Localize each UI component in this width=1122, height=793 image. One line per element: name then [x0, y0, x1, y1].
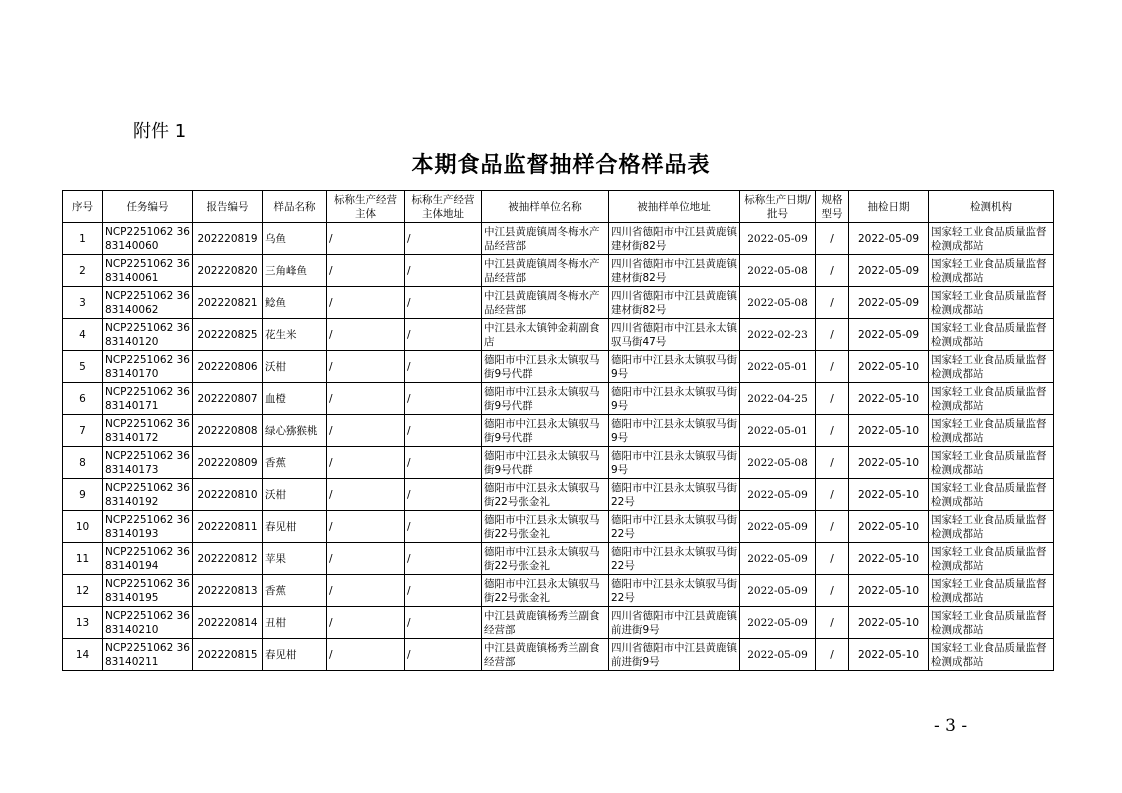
production-date: 2022-02-23: [740, 319, 816, 351]
task-number: NCP2251062 3683140195: [103, 575, 193, 607]
report-number: 202220813: [193, 575, 263, 607]
report-number: 202220815: [193, 639, 263, 671]
spec-model: /: [816, 511, 849, 543]
row-number: 8: [63, 447, 103, 479]
sampled-unit-address: 德阳市中江县永太镇驭马街9号: [609, 447, 740, 479]
table-row: [63, 479, 1054, 511]
sampled-unit-name: 中江县黄鹿镇杨秀兰副食经营部: [482, 639, 609, 671]
table-row: [63, 255, 1054, 287]
production-date: 2022-05-08: [740, 447, 816, 479]
inspection-date: 2022-05-10: [849, 607, 929, 639]
sample-name: 沃柑: [263, 351, 327, 383]
task-number: NCP2251062 3683140193: [103, 511, 193, 543]
row-number: 7: [63, 415, 103, 447]
spec-model: /: [816, 479, 849, 511]
attachment-label: 附件 1: [133, 121, 187, 142]
producer-address: /: [405, 447, 482, 479]
report-number: 202220820: [193, 255, 263, 287]
spec-model: /: [816, 607, 849, 639]
inspection-date: 2022-05-10: [849, 511, 929, 543]
table-row: [63, 607, 1054, 639]
column-header: 报告编号: [193, 191, 263, 223]
sample-name: 鲶鱼: [263, 287, 327, 319]
page-title: 本期食品监督抽样合格样品表: [411, 152, 711, 178]
task-number: NCP2251062 3683140171: [103, 383, 193, 415]
producer-address: /: [405, 543, 482, 575]
column-header: 被抽样单位名称: [482, 191, 609, 223]
column-header: 标称生产经营主体地址: [405, 191, 482, 223]
producer-name: /: [327, 415, 405, 447]
spec-model: /: [816, 287, 849, 319]
production-date: 2022-05-01: [740, 415, 816, 447]
table-header-row: [63, 191, 1054, 223]
sampled-unit-address: 四川省德阳市中江县黄鹿镇建材街82号: [609, 255, 740, 287]
inspection-date: 2022-05-09: [849, 255, 929, 287]
spec-model: /: [816, 415, 849, 447]
sampled-unit-address: 德阳市中江县永太镇驭马街9号: [609, 415, 740, 447]
inspection-date: 2022-05-10: [849, 383, 929, 415]
table-row: [63, 415, 1054, 447]
row-number: 4: [63, 319, 103, 351]
testing-lab: 国家轻工业食品质量监督检测成都站: [929, 447, 1054, 479]
task-number: NCP2251062 3683140211: [103, 639, 193, 671]
sampled-unit-name: 德阳市中江县永太镇驭马街9号代群: [482, 383, 609, 415]
sample-name: 春见柑: [263, 639, 327, 671]
row-number: 14: [63, 639, 103, 671]
inspection-date: 2022-05-10: [849, 543, 929, 575]
row-number: 10: [63, 511, 103, 543]
producer-address: /: [405, 319, 482, 351]
producer-address: /: [405, 607, 482, 639]
testing-lab: 国家轻工业食品质量监督检测成都站: [929, 607, 1054, 639]
table-row: [63, 319, 1054, 351]
production-date: 2022-04-25: [740, 383, 816, 415]
production-date: 2022-05-09: [740, 223, 816, 255]
sampled-unit-address: 德阳市中江县永太镇驭马街22号: [609, 575, 740, 607]
table-row: [63, 287, 1054, 319]
producer-address: /: [405, 479, 482, 511]
task-number: NCP2251062 3683140192: [103, 479, 193, 511]
producer-address: /: [405, 415, 482, 447]
testing-lab: 国家轻工业食品质量监督检测成都站: [929, 287, 1054, 319]
spec-model: /: [816, 447, 849, 479]
testing-lab: 国家轻工业食品质量监督检测成都站: [929, 575, 1054, 607]
production-date: 2022-05-09: [740, 479, 816, 511]
production-date: 2022-05-09: [740, 543, 816, 575]
testing-lab: 国家轻工业食品质量监督检测成都站: [929, 255, 1054, 287]
report-number: 202220814: [193, 607, 263, 639]
producer-address: /: [405, 223, 482, 255]
producer-name: /: [327, 319, 405, 351]
producer-name: /: [327, 287, 405, 319]
sampled-unit-address: 德阳市中江县永太镇驭马街22号: [609, 479, 740, 511]
production-date: 2022-05-09: [740, 511, 816, 543]
task-number: NCP2251062 3683140120: [103, 319, 193, 351]
row-number: 12: [63, 575, 103, 607]
testing-lab: 国家轻工业食品质量监督检测成都站: [929, 543, 1054, 575]
sample-name: 苹果: [263, 543, 327, 575]
sampled-unit-address: 四川省德阳市中江县永太镇驭马街47号: [609, 319, 740, 351]
producer-address: /: [405, 383, 482, 415]
producer-address: /: [405, 255, 482, 287]
inspection-date: 2022-05-10: [849, 639, 929, 671]
sample-name: 血橙: [263, 383, 327, 415]
testing-lab: 国家轻工业食品质量监督检测成都站: [929, 351, 1054, 383]
task-number: NCP2251062 3683140061: [103, 255, 193, 287]
production-date: 2022-05-08: [740, 255, 816, 287]
task-number: NCP2251062 3683140194: [103, 543, 193, 575]
sampled-unit-name: 中江县黄鹿镇周冬梅水产品经营部: [482, 287, 609, 319]
sample-name: 香蕉: [263, 447, 327, 479]
inspection-date: 2022-05-10: [849, 479, 929, 511]
table-row: [63, 351, 1054, 383]
spec-model: /: [816, 223, 849, 255]
report-number: 202220812: [193, 543, 263, 575]
producer-address: /: [405, 639, 482, 671]
report-number: 202220825: [193, 319, 263, 351]
inspection-date: 2022-05-10: [849, 447, 929, 479]
task-number: NCP2251062 3683140172: [103, 415, 193, 447]
column-header: 样品名称: [263, 191, 327, 223]
report-number: 202220810: [193, 479, 263, 511]
report-number: 202220808: [193, 415, 263, 447]
testing-lab: 国家轻工业食品质量监督检测成都站: [929, 223, 1054, 255]
sampled-unit-address: 德阳市中江县永太镇驭马街9号: [609, 383, 740, 415]
column-header: 规格型号: [816, 191, 849, 223]
page-number: - 3 -: [934, 716, 968, 736]
table-row: [63, 511, 1054, 543]
inspection-date: 2022-05-10: [849, 575, 929, 607]
production-date: 2022-05-01: [740, 351, 816, 383]
producer-name: /: [327, 607, 405, 639]
table-row: [63, 447, 1054, 479]
spec-model: /: [816, 383, 849, 415]
sampled-unit-name: 德阳市中江县永太镇驭马街9号代群: [482, 351, 609, 383]
sample-name: 三角峰鱼: [263, 255, 327, 287]
table-row: [63, 543, 1054, 575]
report-number: 202220809: [193, 447, 263, 479]
column-header: 序号: [63, 191, 103, 223]
sampled-unit-name: 中江县黄鹿镇周冬梅水产品经营部: [482, 255, 609, 287]
producer-address: /: [405, 351, 482, 383]
task-number: NCP2251062 3683140062: [103, 287, 193, 319]
producer-name: /: [327, 223, 405, 255]
row-number: 13: [63, 607, 103, 639]
sample-name: 香蕉: [263, 575, 327, 607]
sampled-unit-name: 德阳市中江县永太镇驭马街22号张金礼: [482, 511, 609, 543]
sample-name: 丑柑: [263, 607, 327, 639]
task-number: NCP2251062 3683140210: [103, 607, 193, 639]
testing-lab: 国家轻工业食品质量监督检测成都站: [929, 511, 1054, 543]
sampled-unit-address: 德阳市中江县永太镇驭马街9号: [609, 351, 740, 383]
spec-model: /: [816, 255, 849, 287]
task-number: NCP2251062 3683140170: [103, 351, 193, 383]
row-number: 5: [63, 351, 103, 383]
producer-name: /: [327, 575, 405, 607]
sampled-unit-name: 德阳市中江县永太镇驭马街22号张金礼: [482, 575, 609, 607]
spec-model: /: [816, 319, 849, 351]
column-header: 任务编号: [103, 191, 193, 223]
row-number: 6: [63, 383, 103, 415]
inspection-date: 2022-05-09: [849, 287, 929, 319]
testing-lab: 国家轻工业食品质量监督检测成都站: [929, 383, 1054, 415]
row-number: 3: [63, 287, 103, 319]
report-number: 202220819: [193, 223, 263, 255]
inspection-date: 2022-05-09: [849, 319, 929, 351]
report-number: 202220806: [193, 351, 263, 383]
producer-name: /: [327, 383, 405, 415]
inspection-date: 2022-05-10: [849, 415, 929, 447]
column-header: 检测机构: [929, 191, 1054, 223]
column-header: 被抽样单位地址: [609, 191, 740, 223]
sampled-unit-name: 德阳市中江县永太镇驭马街22号张金礼: [482, 479, 609, 511]
producer-name: /: [327, 543, 405, 575]
table-row: [63, 639, 1054, 671]
sample-name: 乌鱼: [263, 223, 327, 255]
spec-model: /: [816, 351, 849, 383]
testing-lab: 国家轻工业食品质量监督检测成都站: [929, 415, 1054, 447]
report-number: 202220807: [193, 383, 263, 415]
task-number: NCP2251062 3683140173: [103, 447, 193, 479]
testing-lab: 国家轻工业食品质量监督检测成都站: [929, 319, 1054, 351]
task-number: NCP2251062 3683140060: [103, 223, 193, 255]
producer-name: /: [327, 447, 405, 479]
sampled-unit-address: 德阳市中江县永太镇驭马街22号: [609, 511, 740, 543]
row-number: 9: [63, 479, 103, 511]
production-date: 2022-05-09: [740, 575, 816, 607]
column-header: 标称生产日期/批号: [740, 191, 816, 223]
spec-model: /: [816, 639, 849, 671]
producer-name: /: [327, 351, 405, 383]
sampled-unit-address: 四川省德阳市中江县黄鹿镇前进街9号: [609, 607, 740, 639]
producer-address: /: [405, 287, 482, 319]
report-number: 202220811: [193, 511, 263, 543]
sampled-unit-name: 中江县永太镇钟金莉副食店: [482, 319, 609, 351]
sample-name: 沃柑: [263, 479, 327, 511]
sample-name: 春见柑: [263, 511, 327, 543]
sampled-unit-name: 中江县黄鹿镇周冬梅水产品经营部: [482, 223, 609, 255]
production-date: 2022-05-08: [740, 287, 816, 319]
table-row: [63, 383, 1054, 415]
testing-lab: 国家轻工业食品质量监督检测成都站: [929, 639, 1054, 671]
production-date: 2022-05-09: [740, 639, 816, 671]
row-number: 11: [63, 543, 103, 575]
table-row: [63, 223, 1054, 255]
sample-name: 花生米: [263, 319, 327, 351]
row-number: 1: [63, 223, 103, 255]
testing-lab: 国家轻工业食品质量监督检测成都站: [929, 479, 1054, 511]
sampled-unit-address: 德阳市中江县永太镇驭马街22号: [609, 543, 740, 575]
sampled-unit-name: 德阳市中江县永太镇驭马街9号代群: [482, 447, 609, 479]
sampled-unit-address: 四川省德阳市中江县黄鹿镇建材街82号: [609, 287, 740, 319]
producer-address: /: [405, 511, 482, 543]
sampled-unit-name: 德阳市中江县永太镇驭马街22号张金礼: [482, 543, 609, 575]
producer-name: /: [327, 479, 405, 511]
sampled-unit-name: 德阳市中江县永太镇驭马街9号代群: [482, 415, 609, 447]
spec-model: /: [816, 543, 849, 575]
sampled-unit-address: 四川省德阳市中江县黄鹿镇前进街9号: [609, 639, 740, 671]
producer-name: /: [327, 255, 405, 287]
sample-table: [62, 190, 1054, 671]
row-number: 2: [63, 255, 103, 287]
table-row: [63, 575, 1054, 607]
column-header: 抽检日期: [849, 191, 929, 223]
sample-name: 绿心猕猴桃: [263, 415, 327, 447]
spec-model: /: [816, 575, 849, 607]
inspection-date: 2022-05-10: [849, 351, 929, 383]
column-header: 标称生产经营主体: [327, 191, 405, 223]
producer-name: /: [327, 511, 405, 543]
producer-address: /: [405, 575, 482, 607]
inspection-date: 2022-05-09: [849, 223, 929, 255]
sampled-unit-address: 四川省德阳市中江县黄鹿镇建材街82号: [609, 223, 740, 255]
production-date: 2022-05-09: [740, 607, 816, 639]
sampled-unit-name: 中江县黄鹿镇杨秀兰副食经营部: [482, 607, 609, 639]
report-number: 202220821: [193, 287, 263, 319]
producer-name: /: [327, 639, 405, 671]
